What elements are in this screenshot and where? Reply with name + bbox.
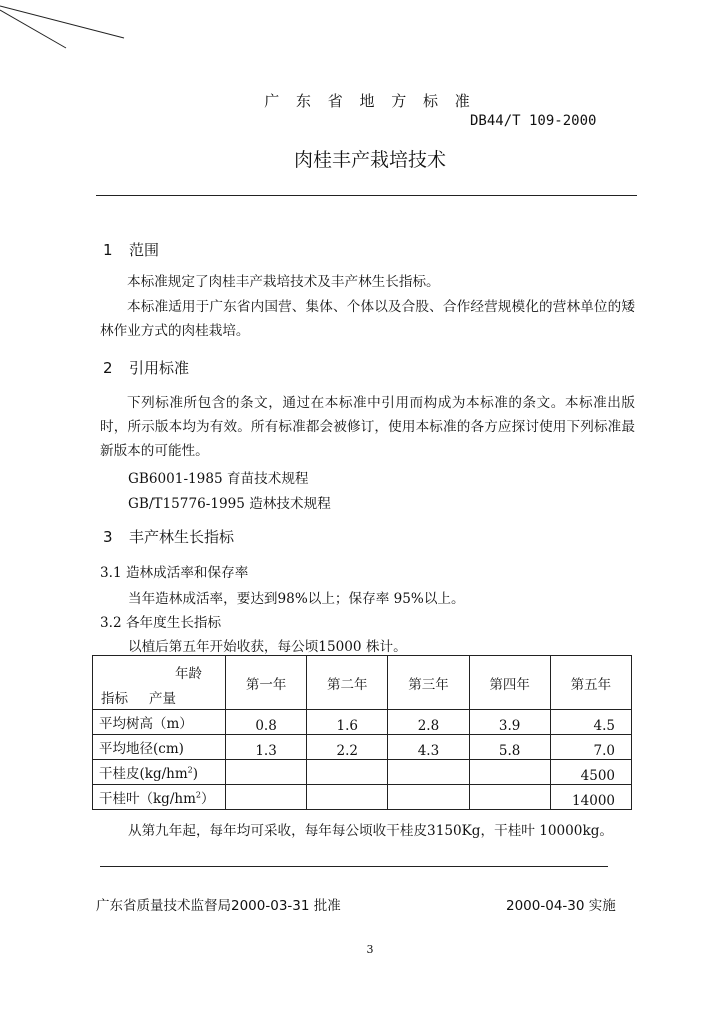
table-cell [226,760,307,785]
table-cell [388,785,469,810]
table-row [93,710,632,735]
column-header-year: 第三年 [388,656,469,710]
standard-code: DB44/T 109-2000 [470,113,597,129]
superscript: 2 [195,790,201,800]
table-row [93,785,632,810]
superscript: 2 [187,765,193,775]
corner-label-age: 年龄 [175,666,202,682]
section-number: 1 [103,241,113,259]
table-cell [469,785,550,810]
row-label-end: ) [192,766,199,782]
standard-authority: 广 东 省 地 方 标 准 [264,92,476,110]
table-cell [469,760,550,785]
subsection-3-1-title: 3.1 造林成活率和保存率 [100,565,249,581]
table-cell: 4.3 [388,735,469,760]
section-title: 引用标准 [129,359,190,377]
table-cell: 0.8 [226,710,307,735]
section-title: 范围 [129,241,160,259]
section-2-heading [103,357,189,378]
corner-label-index: 指标 [101,691,128,707]
section-1-heading [103,239,159,260]
table-cell: 7.0 [550,735,631,760]
growth-index-table [92,655,632,810]
reference-standard-2: GB/T15776-1995 造林技术规程 [128,496,331,512]
row-label: 平均树高（m） [93,710,226,735]
subsection-3-2-text: 以植后第五年开始收获，每公顷15000 株计。 [128,639,407,655]
row-label-text: 干桂叶（kg/hm [99,791,196,807]
reference-standard-1: GB6001-1985 育苗技术规程 [128,471,309,487]
table-cell: 2.8 [388,710,469,735]
table-cell: 2.2 [307,735,388,760]
subsection-3-1-text: 当年造林成活率，要达到98%以上；保存率 95%以上。 [128,591,465,607]
section-title: 丰产林生长指标 [129,528,235,546]
table-row [93,760,632,785]
column-header-year: 第四年 [469,656,550,710]
table-cell: 1.3 [226,735,307,760]
row-label-end: ） [200,791,215,807]
table-cell: 1.6 [307,710,388,735]
page-number: 3 [366,943,374,956]
section-1-paragraph-2: 本标准适用于广东省内国营、集体、个体以及合股、合作经营规模化的营林单位的矮林作业方式的肉桂栽培。 [100,299,635,339]
table-cell [226,785,307,810]
table-cell [388,760,469,785]
section-number: 3 [103,528,113,546]
column-header-year: 第一年 [226,656,307,710]
table-cell: 3.9 [469,710,550,735]
harvest-note: 从第九年起，每年均可采收，每年每公顷收干桂皮3150Kg，干桂叶 10000kg。 [128,823,613,839]
row-label: 平均地径(cm) [93,735,226,760]
table-header-row [93,656,632,710]
corner-mark-lines [0,0,140,60]
document-title: 肉桂丰产栽培技术 [293,149,446,171]
column-header-year: 第二年 [307,656,388,710]
footer-divider [100,866,608,867]
section-number: 2 [103,359,113,377]
row-label [93,785,226,810]
corner-label-yield: 产量 [149,691,176,707]
section-2-paragraph: 下列标准所包含的条文，通过在本标准中引用而构成为本标准的条文。本标准出版时，所示版本均为有效。所有标准都会被修订，使用本标准的各方应探讨使用下列标准最新版本的可能性。 [100,395,635,459]
header-divider [96,195,637,196]
table-cell: 5.8 [469,735,550,760]
row-label-text: 干桂皮(kg/hm [99,766,188,782]
section-1-paragraph-1: 本标准规定了肉桂丰产栽培技术及丰产林生长指标。 [127,274,440,290]
table-cell: 4.5 [550,710,631,735]
table-cell [307,785,388,810]
subsection-3-2-title: 3.2 各年度生长指标 [100,615,222,631]
approval-statement: 广东省质量技术监督局2000-03-31 批准 [96,898,341,914]
section-3-heading [103,526,234,547]
table-cell: 4500 [550,760,631,785]
row-label [93,760,226,785]
table-row [93,735,632,760]
implementation-date: 2000-04-30 实施 [506,898,616,914]
table-cell [307,760,388,785]
table-corner-cell [93,656,226,710]
table-cell: 14000 [550,785,631,810]
column-header-year: 第五年 [550,656,631,710]
